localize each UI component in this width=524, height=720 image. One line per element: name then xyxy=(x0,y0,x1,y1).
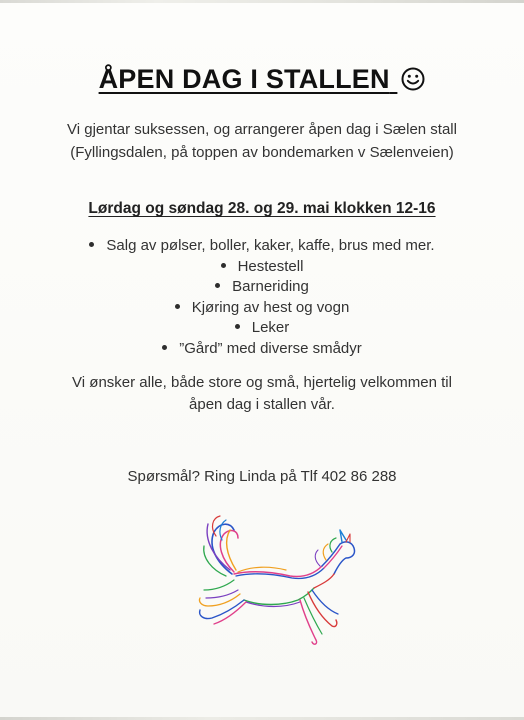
bullet-icon xyxy=(215,283,220,288)
list-item xyxy=(0,298,524,319)
bullet-icon xyxy=(162,345,167,350)
bullet-icon xyxy=(175,304,180,309)
intro-paragraph xyxy=(0,118,524,164)
activity-text: Leker xyxy=(251,319,290,336)
list-item xyxy=(0,339,524,360)
title-text: ÅPEN DAG I STALLEN xyxy=(98,64,390,94)
bullet-icon xyxy=(235,324,240,329)
activity-text: ”Gård” med diverse smådyr xyxy=(179,339,362,357)
intro-line-2: (Fyllingsdalen, på toppen av bondemarken v Sælenveien) xyxy=(70,144,454,161)
contact-info: Spørsmål? Ring Linda på Tlf 402 86 288 xyxy=(127,468,397,485)
activity-text: Salg av pølser, boller, kaker, kaffe, brus med mer. xyxy=(106,237,435,254)
scan-edge-top xyxy=(0,0,524,3)
page-title xyxy=(0,64,524,95)
closing-line-2: åpen dag i stallen vår. xyxy=(189,396,335,413)
list-item xyxy=(0,257,524,278)
activity-text: Kjøring av hest og vogn xyxy=(191,298,350,316)
list-item xyxy=(0,236,524,257)
activity-list xyxy=(0,236,524,359)
list-item xyxy=(0,277,524,298)
intro-line-1: Vi gjentar suksessen, og arrangerer åpen dag i Sælen stall xyxy=(67,121,457,138)
smiley-face-icon xyxy=(401,67,425,91)
activity-text: Hestestell xyxy=(237,257,304,275)
bullet-icon xyxy=(221,263,226,268)
rainbow-unicorn-drawing xyxy=(186,510,362,654)
list-item xyxy=(0,318,524,339)
bullet-icon xyxy=(89,242,94,247)
closing-line-1: Vi ønsker alle, både store og små, hjertelig velkommen til xyxy=(72,374,452,391)
closing-paragraph xyxy=(0,372,524,416)
event-date: Lørdag og søndag 28. og 29. mai klokken 12-16 xyxy=(88,200,436,217)
activity-text: Barneriding xyxy=(232,278,309,295)
